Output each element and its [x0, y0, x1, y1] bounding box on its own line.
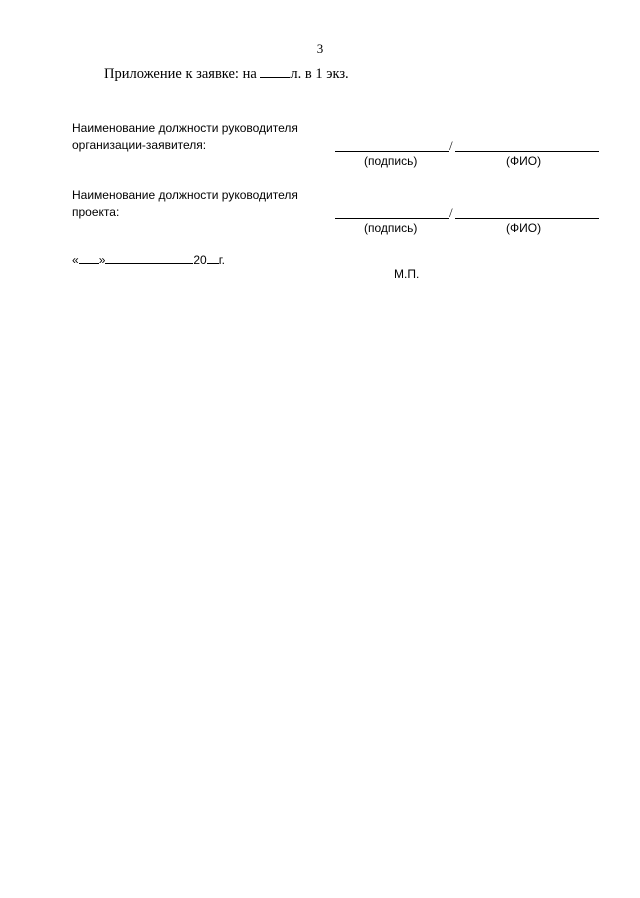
- project-head-label-line1: Наименование должности руководителя: [72, 188, 298, 202]
- stamp-label: М.П.: [394, 267, 420, 281]
- project-head-slash: /: [449, 205, 453, 220]
- day-blank: [79, 252, 99, 264]
- month-blank: [105, 252, 193, 264]
- org-head-label-line2: организации-заявителя:: [72, 138, 207, 152]
- page-number: 3: [316, 41, 324, 56]
- org-head-signature-line: [335, 151, 449, 152]
- date-close-quote: »: [98, 253, 106, 267]
- project-head-signature-line: [335, 218, 449, 219]
- date-line: [72, 252, 225, 268]
- appendix-line: [104, 64, 349, 83]
- org-head-label: [72, 120, 298, 154]
- org-head-name-line: [455, 151, 599, 152]
- org-head-caption-signature: (подпись): [364, 154, 418, 168]
- project-head-name-line: [455, 218, 599, 219]
- project-head-label: [72, 187, 298, 221]
- appendix-prefix: Приложение к заявке: на: [104, 66, 261, 82]
- project-head-label-line2: проекта:: [72, 205, 120, 219]
- org-head-slash: /: [449, 138, 453, 153]
- year-suffix: г.: [218, 253, 225, 267]
- org-head-label-line1: Наименование должности руководителя: [72, 121, 298, 135]
- date-open-quote: «: [72, 253, 79, 267]
- sheet-count-blank: [260, 64, 290, 78]
- org-head-caption-name: (ФИО): [506, 154, 542, 168]
- year-blank: [207, 252, 219, 264]
- project-head-caption-signature: (подпись): [364, 221, 418, 235]
- year-prefix: 20: [193, 253, 207, 267]
- project-head-caption-name: (ФИО): [506, 221, 542, 235]
- appendix-suffix: л. в 1 экз.: [290, 66, 349, 82]
